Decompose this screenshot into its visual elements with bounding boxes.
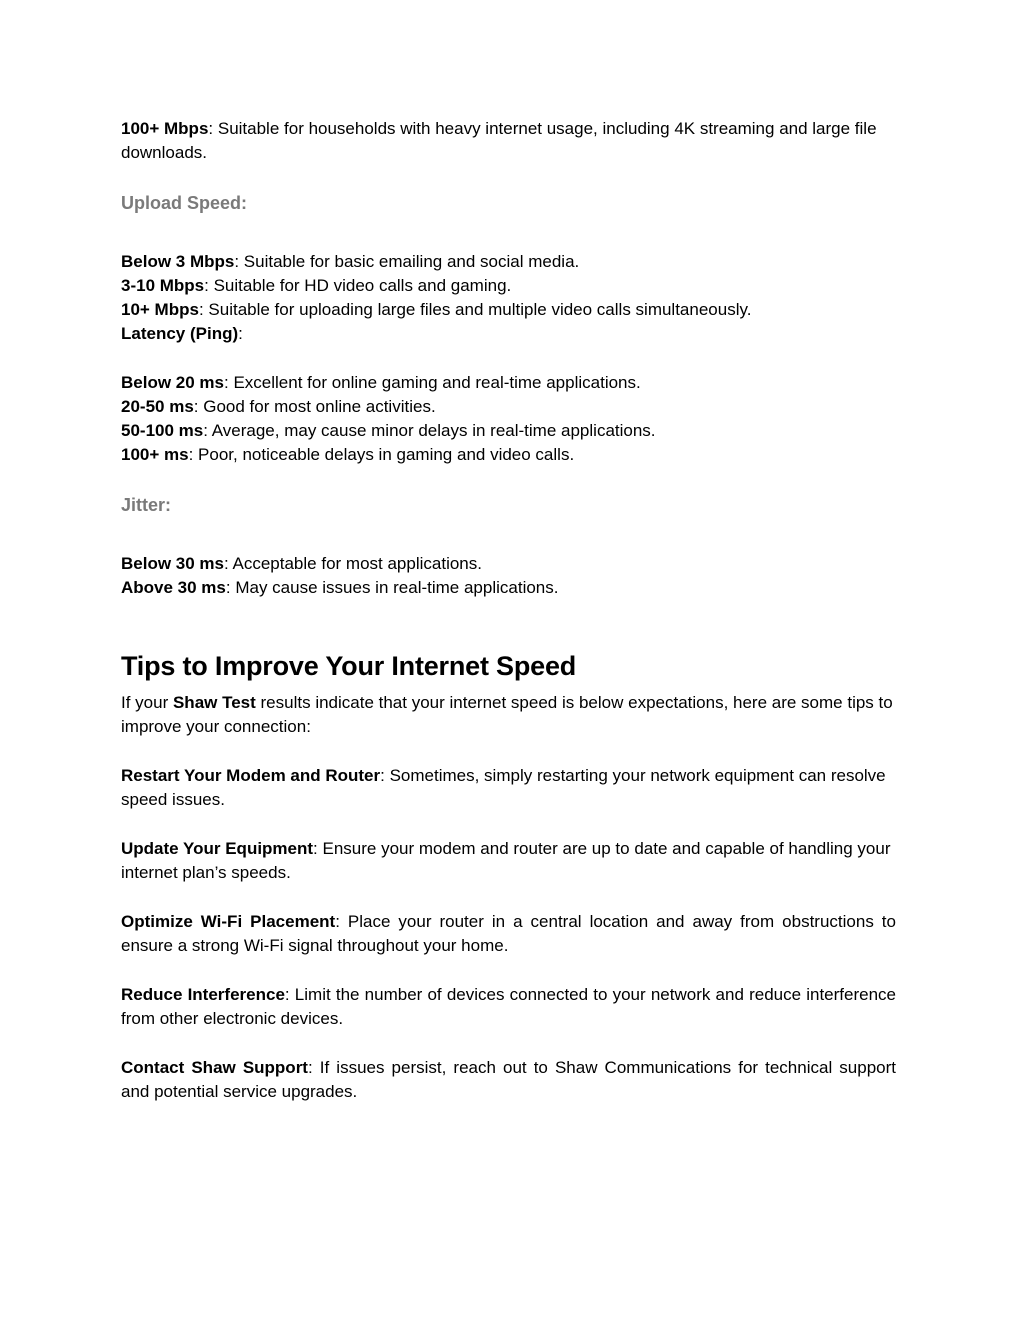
tip-item-restart bbox=[121, 764, 896, 812]
tip-item-support bbox=[121, 1056, 896, 1104]
upload-item bbox=[121, 274, 896, 298]
jitter-term: Below 30 ms bbox=[121, 554, 224, 573]
download-term: 100+ Mbps bbox=[121, 119, 209, 138]
tip-desc: : Place your router in a central location and away from obstructions to ensure a strong Wi-Fi signal throughout your home. bbox=[121, 912, 896, 955]
tip-term: Reduce Interference bbox=[121, 985, 285, 1004]
jitter-term: Above 30 ms bbox=[121, 578, 226, 597]
upload-speed-heading: Upload Speed: bbox=[121, 193, 248, 213]
jitter-item bbox=[121, 576, 896, 600]
latency-item bbox=[121, 419, 896, 443]
upload-term: 10+ Mbps bbox=[121, 300, 199, 319]
latency-heading bbox=[121, 322, 896, 346]
document-content bbox=[121, 117, 896, 1104]
tip-term: Restart Your Modem and Router bbox=[121, 766, 381, 785]
latency-heading-suffix: : bbox=[238, 324, 243, 343]
latency-term: Below 20 ms bbox=[121, 373, 224, 392]
upload-desc: : Suitable for HD video calls and gaming. bbox=[204, 276, 512, 295]
tips-title: Tips to Improve Your Internet Speed bbox=[121, 651, 577, 681]
latency-term: 50-100 ms bbox=[121, 421, 204, 440]
tips-intro-pre: If your bbox=[121, 693, 173, 712]
latency-desc: : Excellent for online gaming and real-time applications. bbox=[224, 373, 641, 392]
upload-item bbox=[121, 298, 896, 322]
download-desc: : Suitable for households with heavy internet usage, including 4K streaming and large file downloads. bbox=[121, 119, 877, 162]
tip-term: Contact Shaw Support bbox=[121, 1058, 308, 1077]
download-item-100-plus bbox=[121, 117, 881, 165]
upload-item bbox=[121, 250, 896, 274]
tips-intro bbox=[121, 691, 896, 739]
latency-heading-text: Latency (Ping) bbox=[121, 324, 239, 343]
tip-desc: : Limit the number of devices connected to your network and reduce interference from other electronic devices. bbox=[121, 985, 896, 1028]
upload-term: Below 3 Mbps bbox=[121, 252, 235, 271]
latency-desc: : Poor, noticeable delays in gaming and video calls. bbox=[188, 445, 575, 464]
jitter-item bbox=[121, 552, 896, 576]
latency-term: 100+ ms bbox=[121, 445, 189, 464]
upload-term: 3-10 Mbps bbox=[121, 276, 205, 295]
upload-list bbox=[121, 250, 896, 346]
tip-item-wifi bbox=[121, 910, 896, 958]
tip-desc: : If issues persist, reach out to Shaw Communications for technical support and potential service upgrades. bbox=[121, 1058, 896, 1101]
tip-item-update bbox=[121, 837, 896, 885]
jitter-list bbox=[121, 552, 896, 600]
upload-desc: : Suitable for basic emailing and social media. bbox=[234, 252, 580, 271]
latency-item bbox=[121, 395, 896, 419]
tip-item-interference bbox=[121, 983, 896, 1031]
upload-desc: : Suitable for uploading large files and multiple video calls simultaneously. bbox=[198, 300, 752, 319]
jitter-desc: : May cause issues in real-time applications. bbox=[225, 578, 559, 597]
jitter-heading: Jitter: bbox=[121, 495, 172, 515]
tip-desc: : Ensure your modem and router are up to date and capable of handling your internet plan’s speeds. bbox=[121, 839, 891, 882]
latency-list bbox=[121, 371, 896, 467]
tips-intro-post: results indicate that your internet speed is below expectations, here are some tips to improve your connection: bbox=[121, 693, 893, 736]
latency-item bbox=[121, 443, 896, 467]
latency-term: 20-50 ms bbox=[121, 397, 194, 416]
latency-desc: : Good for most online activities. bbox=[193, 397, 436, 416]
tip-desc: : Sometimes, simply restarting your network equipment can resolve speed issues. bbox=[121, 766, 886, 809]
tip-term: Optimize Wi-Fi Placement bbox=[121, 912, 336, 931]
tips-intro-bold: Shaw Test bbox=[172, 693, 256, 712]
latency-desc: : Average, may cause minor delays in real-time applications. bbox=[203, 421, 656, 440]
latency-item bbox=[121, 371, 896, 395]
tip-term: Update Your Equipment bbox=[121, 839, 314, 858]
jitter-desc: : Acceptable for most applications. bbox=[224, 554, 482, 573]
